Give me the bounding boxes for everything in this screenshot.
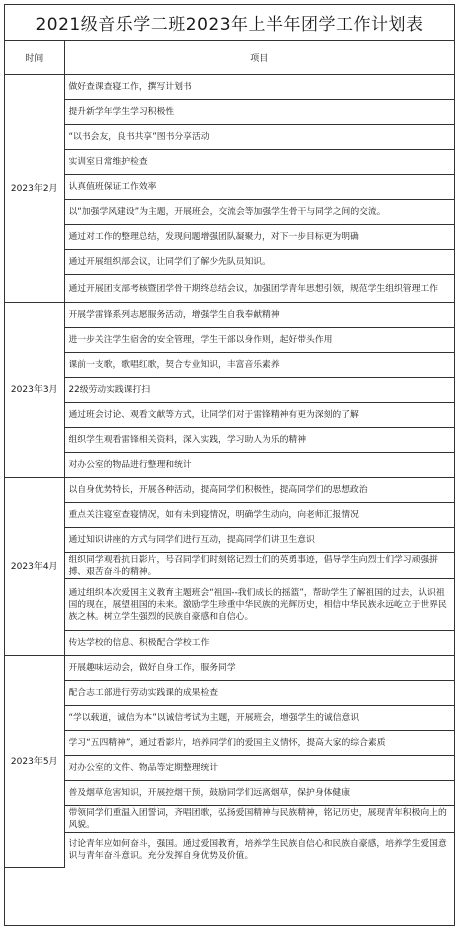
table-row [5,706,454,731]
table-row [5,150,454,175]
table-row [5,656,454,681]
item-cell: 对办公室的物品进行整理和统计 [64,453,454,478]
month-cell: 2023年5月 [5,656,64,868]
table-row [5,225,454,250]
table-header-row [5,41,454,75]
item-cell: 讨论青年应如何奋斗，强国。通过爱国教育，培养学生民族自信心和民族自豪感，培养学生爱国意识与青年奋斗意识。充分发挥自身优势及价值。 [68,839,447,862]
table-row [5,328,454,353]
item-cell: 通过组织本次爱国主义教育主题班会“祖国--我们成长的摇篮”，帮助学生了解祖国的过去，认识祖国的现在，展望祖国的未来。激励学生珍重中华民族的光辉历史，相信中华民族永远屹立于世界民族之林。树立学生强烈的民族自豪感和自信心。 [64,579,454,631]
item-cell: 以“加强学风建设”为主题，开展班会，交流会等加强学生骨干与同学之间的交流。 [64,200,454,225]
item-cell: 通过开展团支部考核暨团学骨干期终总结会议，加强团学青年思想引领，规范学生组织管理工作 [64,275,454,303]
item-cell: 配合志工部进行劳动实践课的成果检查 [64,681,454,706]
item-cell: 通过知识讲座的方式与同学们进行互动，提高同学们讲卫生意识 [64,528,454,553]
table-row [5,478,454,503]
header-time: 时间 [5,41,64,75]
month-cell: 2023年4月 [5,478,64,656]
item-cell: “以书会友，良书共享”图书分享活动 [64,125,454,150]
table-row [5,453,454,478]
item-cell: 通过班会讨论、观看文献等方式，让同学们对于雷锋精神有更为深刻的了解 [64,403,454,428]
table-row [5,250,454,275]
item-cell: 做好查课查寝工作，撰写计划书 [64,75,454,100]
table-row [5,275,454,303]
header-item: 项目 [64,41,454,75]
item-cell: 对办公室的文件、物品等定期整理统计 [64,756,454,781]
table-row [5,353,454,378]
table-row [5,681,454,706]
item-cell: 开展趣味运动会，做好自身工作，服务同学 [64,656,454,681]
item-cell: 22级劳动实践课打扫 [64,378,454,403]
item-cell: 组织同学观看抗日影片，号召同学们时刻铭记烈士们的英勇事迹，倡导学生向烈士们学习顽强拼搏、艰苦奋斗的精神。 [64,553,454,579]
table-row [5,833,454,868]
table-row [5,631,454,656]
table-row [5,303,454,328]
table-row [5,403,454,428]
item-cell: 开展学雷锋系列志愿服务活动，增强学生自我奉献精神 [64,303,454,328]
plan-document [4,4,455,926]
document-title: 2021级音乐学二班2023年上半年团学工作计划表 [5,5,454,41]
table-row [5,781,454,806]
item-cell: 以自身优势特长，开展各种活动，提高同学们积极性，提高同学们的思想政治 [64,478,454,503]
table-row [5,428,454,453]
table-row [5,553,454,579]
table-row [5,100,454,125]
table-row [5,125,454,150]
plan-table [5,41,454,868]
item-cell: 提升新学年学生学习积极性 [64,100,454,125]
item-cell: 课前一支歌，歌唱红歌，契合专业知识，丰富音乐素养 [64,353,454,378]
item-cell: 重点关注寝室查寝情况，如有未到寝情况，明确学生动向，向老师汇报情况 [64,503,454,528]
item-cell: “学以载道，诚信为本”以诚信考试为主题，开展班会，增强学生的诚信意识 [64,706,454,731]
table-row [5,806,454,833]
item-cell: 学习“五四精神”，通过看影片，培养同学们的爱国主义情怀，提高大家的综合素质 [64,731,454,756]
item-cell: 组织学生观看雷锋相关资料，深入实践，学习助人为乐的精神 [64,428,454,453]
table-row [5,75,454,100]
item-cell: 通过开展组织部会议，让同学们了解少先队员知识。 [64,250,454,275]
table-row [5,503,454,528]
table-row [5,200,454,225]
table-row [5,756,454,781]
item-cell: 通过对工作的整理总结，发现问题增强团队凝聚力，对下一步目标更为明确 [64,225,454,250]
item-cell: 带领同学们重温入团誓词，齐唱团歌，弘扬爱国精神与民族精神，铭记历史，展现青年积极向上的风貌。 [64,806,454,833]
month-cell: 2023年2月 [5,75,64,303]
month-cell: 2023年3月 [5,303,64,478]
table-row [5,579,454,631]
table-row [5,731,454,756]
item-cell: 认真值班保证工作效率 [64,175,454,200]
table-row [5,528,454,553]
table-row [5,378,454,403]
plan-table-body [5,75,454,868]
item-cell: 普及烟草危害知识，开展控烟干预，鼓励同学们远离烟草，保护身体健康 [64,781,454,806]
table-row [5,175,454,200]
item-cell: 传达学校的信息、积极配合学校工作 [64,631,454,656]
item-cell: 进一步关注学生宿舍的安全管理，学生干部以身作则，起好带头作用 [64,328,454,353]
item-cell: 实训室日常维护检查 [64,150,454,175]
